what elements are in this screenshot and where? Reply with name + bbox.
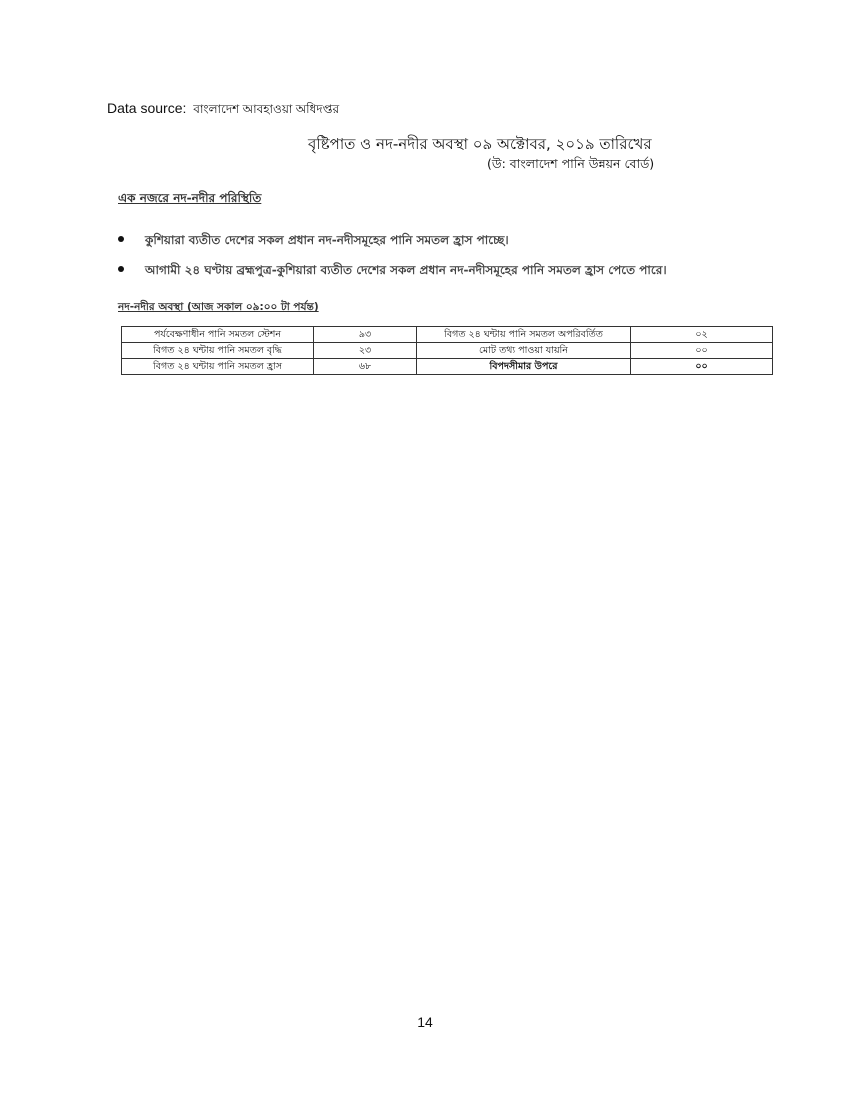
table-cell: ২৩	[314, 343, 417, 359]
table-cell: মোট তথ্য পাওয়া যায়নি	[417, 343, 631, 359]
table-row	[122, 343, 773, 359]
table-cell: ০২	[631, 327, 773, 343]
data-source-value: বাংলাদেশ আবহাওয়া অধিদপ্তর	[193, 102, 340, 116]
table-cell: ৯৩	[314, 327, 417, 343]
table-cell: বিগত ২৪ ঘন্টায় পানি সমতল বৃদ্ধি	[122, 343, 314, 359]
bullet-item	[118, 262, 667, 282]
bullet-text: আগামী ২৪ ঘণ্টায় ব্রহ্মপুত্র-কুশিয়ারা ব্যতীত দেশের সকল প্রধান নদ-নদীসমূহের পানি সমতল হ্রাস পেতে পারে।	[145, 263, 667, 277]
document-title: বৃষ্টিপাত ও নদ-নদীর অবস্থা ০৯ অক্টোবর, ২০১৯ তারিখের	[308, 135, 652, 153]
document-subtitle: (উ: বাংলাদেশ পানি উন্নয়ন বোর্ড)	[487, 156, 655, 171]
bullet-item	[118, 232, 509, 252]
bullet-text: কুশিয়ারা ব্যতীত দেশের সকল প্রধান নদ-নদীসমূহের পানি সমতল হ্রাস পাচ্ছে।	[145, 233, 509, 247]
bullet-icon	[118, 266, 124, 272]
glance-heading: এক নজরে নদ-নদীর পরিস্থিতি	[118, 191, 262, 205]
data-source-label: Data source:	[107, 100, 187, 116]
table-cell: বিপদসীমার উপরে	[417, 359, 631, 375]
page-number: 14	[417, 1014, 433, 1030]
data-source-line	[107, 100, 339, 121]
status-heading: নদ-নদীর অবস্থা (আজ সকাল ০৯:০০ টা পর্যন্ত)	[118, 301, 319, 313]
table-cell: বিগত ২৪ ঘন্টায় পানি সমতল অপরিবর্তিত	[417, 327, 631, 343]
bullet-icon	[118, 236, 124, 242]
table-row	[122, 327, 773, 343]
table-cell: ৬৮	[314, 359, 417, 375]
table-cell: বিগত ২৪ ঘন্টায় পানি সমতল হ্রাস	[122, 359, 314, 375]
table-row	[122, 359, 773, 375]
table-cell: পর্যবেক্ষণাধীন পানি সমতল স্টেশন	[122, 327, 314, 343]
table-cell: ০০	[631, 343, 773, 359]
table-cell: ০০	[631, 359, 773, 375]
river-status-table	[121, 326, 773, 375]
